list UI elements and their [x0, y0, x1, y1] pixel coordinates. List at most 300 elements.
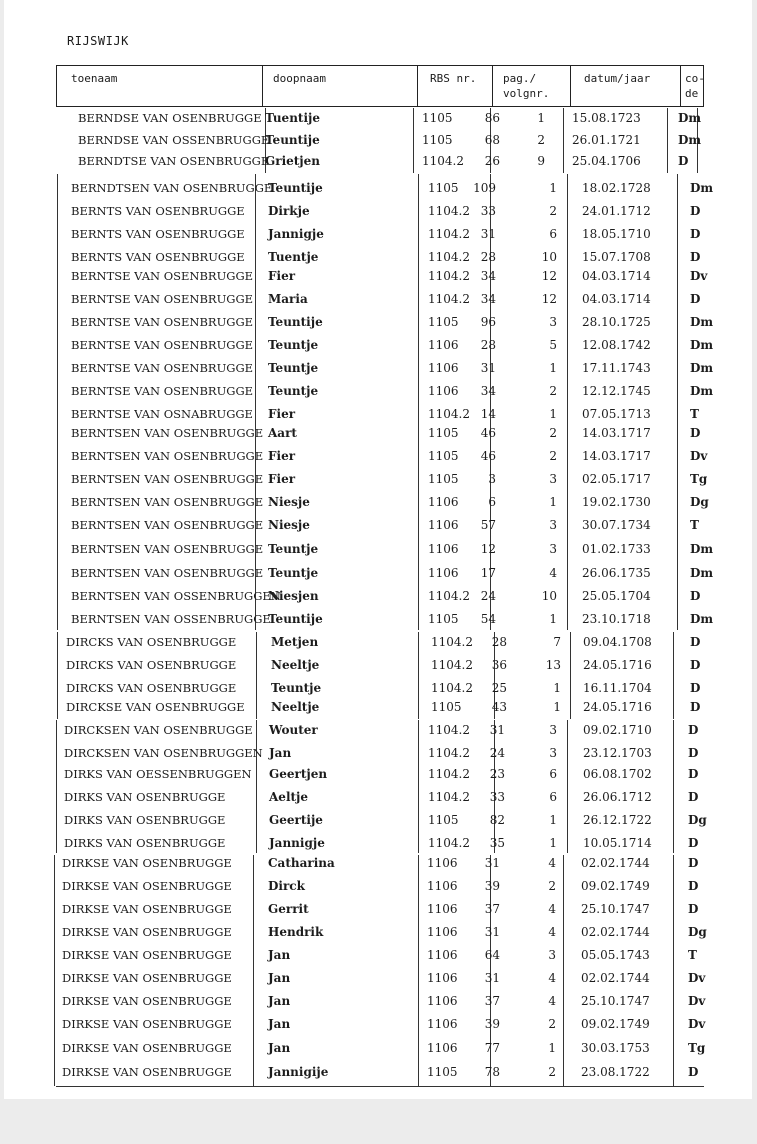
cell-volg: 2 — [537, 133, 545, 147]
cell-rbs: 1106 — [428, 542, 459, 556]
place-heading: RIJSWIJK — [67, 34, 129, 48]
cell-pag: 24 — [480, 589, 496, 603]
cell-toenaam: BERNTSEN VAN OSENBRUGGE — [71, 449, 264, 463]
cell-code: Dm — [678, 111, 702, 125]
cell-pag: 25 — [491, 681, 507, 695]
cell-doopnaam: Teuntije — [268, 181, 323, 195]
cell-volg: 3 — [548, 948, 556, 962]
column-rule — [57, 632, 58, 719]
cell-rbs: 1104.2 — [431, 681, 473, 695]
cell-rbs: 1106 — [427, 1041, 458, 1055]
cell-volg: 4 — [548, 902, 556, 916]
cell-datum: 12.12.1745 — [582, 384, 651, 398]
cell-toenaam: DIRCKS VAN OSENBRUGGE — [66, 635, 237, 649]
cell-rbs: 1104.2 — [431, 635, 473, 649]
cell-doopnaam: Neeltje — [271, 658, 320, 672]
cell-rbs: 1104.2 — [422, 154, 464, 168]
cell-doopnaam: Fier — [268, 449, 296, 463]
cell-pag: 14 — [480, 407, 496, 421]
cell-rbs: 1106 — [427, 994, 458, 1008]
cell-toenaam: BERNTSE VAN OSENBRUGGE — [71, 384, 254, 398]
cell-doopnaam: Gerrit — [268, 902, 309, 916]
cell-toenaam: BERNTSE VAN OSENBRUGGE — [71, 292, 254, 306]
header-rbs-label: RBS nr. — [430, 72, 477, 85]
cell-code: Dm — [690, 338, 714, 352]
cell-doopnaam: Fier — [268, 472, 296, 486]
cell-rbs: 1106 — [428, 338, 459, 352]
column-rule — [563, 108, 564, 173]
cell-toenaam: DIRCKS VAN OSENBRUGGE — [66, 658, 237, 672]
column-rule — [567, 720, 568, 853]
cell-toenaam: BERNTSEN VAN OSENBRUGGE — [71, 472, 264, 486]
cell-doopnaam: Geertjen — [269, 767, 328, 781]
column-rule — [57, 174, 58, 630]
cell-doopnaam: Geertije — [269, 813, 323, 827]
column-rule — [673, 632, 674, 719]
cell-volg: 4 — [549, 566, 557, 580]
cell-code: D — [688, 767, 699, 781]
cell-toenaam: DIRCKSEN VAN OSENBRUGGE — [64, 723, 253, 737]
cell-datum: 14.03.1717 — [582, 426, 651, 440]
cell-pag: 57 — [480, 518, 496, 532]
header-code-line1: co- — [685, 72, 705, 85]
cell-code: T — [690, 518, 699, 532]
cell-datum: 17.11.1743 — [582, 361, 651, 375]
cell-datum: 15.07.1708 — [582, 250, 651, 264]
header-code-line2: de — [685, 87, 699, 100]
cell-doopnaam: Jan — [268, 971, 291, 985]
column-rule — [563, 855, 564, 1086]
cell-toenaam: BERNTS VAN OSENBRUGGE — [71, 227, 245, 241]
cell-pag: 37 — [484, 902, 500, 916]
column-rule — [673, 855, 674, 1086]
cell-volg: 1 — [549, 361, 557, 375]
cell-volg: 1 — [553, 681, 561, 695]
cell-datum: 26.06.1712 — [583, 790, 652, 804]
cell-volg: 4 — [548, 971, 556, 985]
cell-pag: 54 — [480, 612, 496, 626]
cell-rbs: 1105 — [422, 133, 453, 147]
cell-toenaam: BERNTSE VAN OSENBRUGGE — [71, 338, 254, 352]
cell-datum: 02.02.1744 — [581, 856, 650, 870]
cell-rbs: 1106 — [428, 361, 459, 375]
cell-volg: 6 — [549, 767, 557, 781]
column-rule — [418, 174, 419, 630]
cell-datum: 30.07.1734 — [582, 518, 651, 532]
cell-doopnaam: Jan — [268, 948, 291, 962]
cell-code: Dv — [688, 1017, 706, 1031]
cell-pag: 31 — [480, 361, 496, 375]
cell-datum: 24.05.1716 — [583, 658, 652, 672]
cell-pag: 28 — [480, 250, 496, 264]
cell-pag: 31 — [484, 856, 500, 870]
cell-code: Dm — [690, 181, 714, 195]
header-pag — [492, 66, 570, 106]
cell-code: D — [690, 204, 701, 218]
cell-doopnaam: Wouter — [269, 723, 318, 737]
cell-doopnaam: Jannigje — [268, 227, 324, 241]
cell-rbs: 1105 — [431, 700, 462, 714]
cell-toenaam: DIRKSE VAN OSENBRUGGE — [62, 994, 232, 1008]
header-doopnaam — [262, 66, 417, 106]
cell-rbs: 1105 — [428, 315, 459, 329]
cell-datum: 26.12.1722 — [583, 813, 652, 827]
cell-code: D — [690, 227, 701, 241]
header-toenaam — [57, 66, 262, 106]
cell-pag: 36 — [491, 658, 507, 672]
cell-rbs: 1105 — [428, 612, 459, 626]
cell-pag: 34 — [480, 269, 496, 283]
cell-doopnaam: Jan — [269, 746, 292, 760]
cell-code: T — [690, 407, 699, 421]
column-rule — [418, 720, 419, 853]
cell-datum: 18.05.1710 — [582, 227, 651, 241]
cell-datum: 18.02.1728 — [582, 181, 651, 195]
cell-pag: 78 — [484, 1065, 500, 1079]
cell-doopnaam: Teuntije — [268, 612, 323, 626]
cell-rbs: 1105 — [428, 181, 459, 195]
cell-pag: 31 — [489, 723, 505, 737]
cell-toenaam: BERNTSEN VAN OSSENBRUGGE — [71, 612, 271, 626]
cell-pag: 109 — [473, 181, 496, 195]
cell-code: Dv — [690, 449, 708, 463]
cell-toenaam: DIRKSE VAN OSENBRUGGE — [62, 1065, 232, 1079]
cell-rbs: 1104.2 — [428, 723, 470, 737]
cell-volg: 12 — [541, 292, 557, 306]
cell-volg: 1 — [548, 1041, 556, 1055]
cell-datum: 24.05.1716 — [583, 700, 652, 714]
cell-toenaam: BERNTSEN VAN OSENBRUGGE — [71, 518, 264, 532]
column-rule — [255, 174, 256, 630]
cell-toenaam: DIRKSE VAN OSENBRUGGE — [62, 948, 232, 962]
cell-datum: 05.05.1743 — [581, 948, 650, 962]
cell-toenaam: DIRKSE VAN OSENBRUGGE — [62, 902, 232, 916]
cell-rbs: 1106 — [427, 902, 458, 916]
cell-datum: 23.12.1703 — [583, 746, 652, 760]
cell-pag: 17 — [480, 566, 496, 580]
cell-code: Dm — [690, 361, 714, 375]
cell-datum: 25.10.1747 — [581, 902, 650, 916]
cell-volg: 1 — [549, 612, 557, 626]
cell-pag: 39 — [484, 1017, 500, 1031]
cell-pag: 35 — [489, 836, 505, 850]
column-rule — [667, 108, 668, 173]
cell-rbs: 1105 — [428, 426, 459, 440]
cell-pag: 37 — [484, 994, 500, 1008]
cell-doopnaam: Jan — [268, 1041, 291, 1055]
column-rule — [418, 855, 419, 1086]
cell-code: D — [688, 790, 699, 804]
cell-code: D — [688, 856, 699, 870]
cell-pag: 86 — [484, 111, 500, 125]
cell-rbs: 1104.2 — [428, 589, 470, 603]
cell-datum: 01.02.1733 — [582, 542, 651, 556]
cell-volg: 3 — [549, 542, 557, 556]
cell-toenaam: BERNTSEN VAN OSENBRUGGE — [71, 426, 264, 440]
cell-volg: 3 — [549, 518, 557, 532]
cell-datum: 09.02.1749 — [581, 1017, 650, 1031]
cell-volg: 10 — [541, 589, 557, 603]
cell-volg: 13 — [545, 658, 561, 672]
column-rule — [570, 632, 571, 719]
cell-doopnaam: Tuentje — [268, 250, 319, 264]
cell-toenaam: BERNDTSE VAN OSENBRUGGE — [78, 154, 270, 168]
cell-doopnaam: Fier — [268, 407, 296, 421]
cell-volg: 2 — [548, 1017, 556, 1031]
cell-volg: 12 — [541, 269, 557, 283]
column-rule — [256, 632, 257, 719]
cell-toenaam: DIRKSE VAN OSENBRUGGE — [62, 1017, 232, 1031]
cell-doopnaam: Tuentije — [265, 111, 320, 125]
cell-pag: 39 — [484, 879, 500, 893]
cell-toenaam: DIRCKSE VAN OSENBRUGGE — [66, 700, 245, 714]
column-rule — [567, 174, 568, 630]
cell-rbs: 1105 — [428, 813, 459, 827]
header-doopnaam-label: doopnaam — [273, 72, 326, 85]
cell-rbs: 1104.2 — [428, 836, 470, 850]
cell-rbs: 1104.2 — [428, 250, 470, 264]
cell-code: Dg — [690, 495, 709, 509]
cell-pag: 33 — [480, 204, 496, 218]
cell-datum: 16.11.1704 — [583, 681, 652, 695]
cell-volg: 10 — [541, 250, 557, 264]
column-rule — [54, 855, 55, 1086]
cell-datum: 09.04.1708 — [583, 635, 652, 649]
table-header — [56, 65, 704, 107]
cell-volg: 3 — [549, 315, 557, 329]
cell-code: D — [690, 700, 701, 714]
cell-rbs: 1104.2 — [428, 292, 470, 306]
cell-code: Dv — [688, 971, 706, 985]
cell-rbs: 1104.2 — [428, 407, 470, 421]
cell-datum: 23.10.1718 — [582, 612, 651, 626]
table-bottom-rule — [56, 1086, 704, 1087]
cell-datum: 07.05.1713 — [582, 407, 651, 421]
cell-volg: 2 — [549, 426, 557, 440]
cell-volg: 1 — [549, 495, 557, 509]
cell-doopnaam: Teuntje — [268, 542, 319, 556]
cell-pag: 34 — [480, 384, 496, 398]
cell-datum: 04.03.1714 — [582, 269, 651, 283]
cell-datum: 02.02.1744 — [581, 971, 650, 985]
cell-code: D — [690, 658, 701, 672]
cell-doopnaam: Jannigje — [269, 836, 325, 850]
header-datum — [570, 66, 680, 106]
cell-pag: 77 — [484, 1041, 500, 1055]
cell-code: D — [690, 426, 701, 440]
cell-doopnaam: Aeltje — [269, 790, 309, 804]
cell-pag: 43 — [491, 700, 507, 714]
cell-datum: 15.08.1723 — [572, 111, 641, 125]
cell-datum: 24.01.1712 — [582, 204, 651, 218]
cell-rbs: 1104.2 — [428, 790, 470, 804]
cell-rbs: 1106 — [427, 879, 458, 893]
cell-toenaam: BERNDTSEN VAN OSENBRUGGE — [71, 181, 273, 195]
column-rule — [256, 720, 257, 853]
cell-volg: 9 — [537, 154, 545, 168]
cell-code: D — [678, 154, 689, 168]
cell-doopnaam: Niesjen — [268, 589, 319, 603]
cell-rbs: 1104.2 — [428, 227, 470, 241]
cell-datum: 04.03.1714 — [582, 292, 651, 306]
cell-code: Dm — [690, 612, 714, 626]
cell-pag: 33 — [489, 790, 505, 804]
cell-pag: 6 — [488, 495, 496, 509]
cell-toenaam: DIRKSE VAN OSENBRUGGE — [62, 856, 232, 870]
cell-code: D — [688, 746, 699, 760]
cell-doopnaam: Fier — [268, 269, 296, 283]
cell-code: Dm — [690, 384, 714, 398]
cell-volg: 2 — [548, 1065, 556, 1079]
cell-datum: 12.08.1742 — [582, 338, 651, 352]
cell-code: D — [690, 292, 701, 306]
cell-pag: 64 — [484, 948, 500, 962]
cell-doopnaam: Teuntije — [265, 133, 320, 147]
cell-volg: 3 — [549, 472, 557, 486]
cell-doopnaam: Teuntje — [268, 566, 319, 580]
cell-rbs: 1106 — [428, 495, 459, 509]
cell-toenaam: BERNTSEN VAN OSSENBRUGGEN — [71, 589, 281, 603]
cell-datum: 30.03.1753 — [581, 1041, 650, 1055]
header-code — [680, 66, 705, 106]
cell-datum: 25.04.1706 — [572, 154, 641, 168]
cell-datum: 25.05.1704 — [582, 589, 651, 603]
cell-rbs: 1106 — [427, 1017, 458, 1031]
header-pag-line2: volgnr. — [503, 87, 550, 100]
cell-datum: 14.03.1717 — [582, 449, 651, 463]
cell-volg: 1 — [537, 111, 545, 125]
cell-code: Tg — [688, 1041, 706, 1055]
column-rule — [56, 720, 57, 853]
cell-rbs: 1106 — [428, 566, 459, 580]
cell-toenaam: DIRKS VAN OESSENBRUGGEN — [64, 767, 252, 781]
cell-code: Dv — [688, 994, 706, 1008]
cell-toenaam: BERNTSEN VAN OSENBRUGGE — [71, 542, 264, 556]
cell-code: Tg — [690, 472, 708, 486]
cell-doopnaam: Niesje — [268, 518, 310, 532]
cell-datum: 09.02.1749 — [581, 879, 650, 893]
cell-code: T — [688, 948, 697, 962]
cell-doopnaam: Teuntje — [268, 361, 319, 375]
cell-doopnaam: Metjen — [271, 635, 319, 649]
cell-pag: 28 — [491, 635, 507, 649]
cell-volg: 4 — [548, 925, 556, 939]
cell-rbs: 1106 — [427, 971, 458, 985]
header-toenaam-label: toenaam — [71, 72, 118, 85]
cell-pag: 31 — [484, 925, 500, 939]
cell-datum: 23.08.1722 — [581, 1065, 650, 1079]
column-rule — [253, 855, 254, 1086]
cell-volg: 3 — [549, 723, 557, 737]
cell-pag: 46 — [480, 426, 496, 440]
cell-rbs: 1106 — [427, 925, 458, 939]
header-datum-label: datum/jaar — [584, 72, 651, 85]
cell-code: Dg — [688, 925, 707, 939]
cell-toenaam: DIRCKSEN VAN OSENBRUGGEN — [64, 746, 263, 760]
cell-volg: 6 — [549, 790, 557, 804]
cell-doopnaam: Neeltje — [271, 700, 320, 714]
cell-doopnaam: Jan — [268, 994, 291, 1008]
cell-volg: 1 — [549, 836, 557, 850]
cell-code: Dm — [690, 566, 714, 580]
cell-rbs: 1105 — [427, 1065, 458, 1079]
cell-code: D — [690, 250, 701, 264]
cell-rbs: 1106 — [427, 856, 458, 870]
cell-toenaam: DIRCKS VAN OSENBRUGGE — [66, 681, 237, 695]
cell-toenaam: BERNTSE VAN OSENBRUGGE — [71, 315, 254, 329]
cell-pag: 12 — [480, 542, 496, 556]
cell-datum: 26.01.1721 — [572, 133, 641, 147]
cell-rbs: 1104.2 — [428, 269, 470, 283]
cell-doopnaam: Hendrik — [268, 925, 324, 939]
cell-datum: 02.05.1717 — [582, 472, 651, 486]
cell-toenaam: BERNTSEN VAN OSENBRUGGE — [71, 566, 264, 580]
cell-toenaam: BERNTSE VAN OSENBRUGGE — [71, 269, 254, 283]
cell-doopnaam: Aart — [268, 426, 297, 440]
cell-doopnaam: Catharina — [268, 856, 335, 870]
cell-doopnaam: Teuntje — [268, 338, 319, 352]
cell-code: D — [688, 836, 699, 850]
cell-code: Dv — [690, 269, 708, 283]
cell-volg: 2 — [548, 879, 556, 893]
cell-datum: 19.02.1730 — [582, 495, 651, 509]
cell-code: Dm — [690, 542, 714, 556]
cell-datum: 06.08.1702 — [583, 767, 652, 781]
cell-rbs: 1104.2 — [428, 204, 470, 218]
cell-datum: 10.05.1714 — [583, 836, 652, 850]
cell-doopnaam: Maria — [268, 292, 308, 306]
cell-code: D — [690, 635, 701, 649]
cell-volg: 6 — [549, 227, 557, 241]
cell-code: D — [688, 879, 699, 893]
cell-volg: 2 — [549, 384, 557, 398]
cell-pag: 34 — [480, 292, 496, 306]
cell-volg: 1 — [549, 407, 557, 421]
cell-code: D — [688, 902, 699, 916]
cell-toenaam: BERNTSE VAN OSENBRUGGE — [71, 361, 254, 375]
cell-datum: 26.06.1735 — [582, 566, 651, 580]
cell-volg: 5 — [549, 338, 557, 352]
cell-rbs: 1104.2 — [431, 658, 473, 672]
column-rule — [418, 632, 419, 719]
cell-datum: 28.10.1725 — [582, 315, 651, 329]
cell-toenaam: DIRKS VAN OSENBRUGGE — [64, 813, 226, 827]
cell-rbs: 1104.2 — [428, 767, 470, 781]
cell-rbs: 1106 — [428, 518, 459, 532]
column-rule — [673, 720, 674, 853]
header-pag-line1: pag./ — [503, 72, 537, 85]
cell-code: Dg — [688, 813, 707, 827]
cell-code: Dm — [690, 315, 714, 329]
cell-toenaam: BERNTSE VAN OSNABRUGGE — [71, 407, 253, 421]
cell-volg: 4 — [548, 994, 556, 1008]
cell-toenaam: DIRKSE VAN OSENBRUGGE — [62, 879, 232, 893]
cell-volg: 1 — [549, 181, 557, 195]
cell-doopnaam: Jannigije — [268, 1065, 329, 1079]
cell-pag: 31 — [480, 227, 496, 241]
header-rbs — [417, 66, 492, 106]
cell-doopnaam: Niesje — [268, 495, 310, 509]
cell-volg: 2 — [549, 449, 557, 463]
cell-code: D — [690, 589, 701, 603]
cell-toenaam: DIRKSE VAN OSENBRUGGE — [62, 1041, 232, 1055]
cell-pag: 46 — [480, 449, 496, 463]
cell-code: D — [688, 1065, 699, 1079]
cell-toenaam: BERNTS VAN OSENBRUGGE — [71, 204, 245, 218]
cell-toenaam: BERNDSE VAN OSSENBRUGGE — [78, 133, 270, 147]
column-rule — [677, 174, 678, 630]
cell-volg: 2 — [549, 204, 557, 218]
